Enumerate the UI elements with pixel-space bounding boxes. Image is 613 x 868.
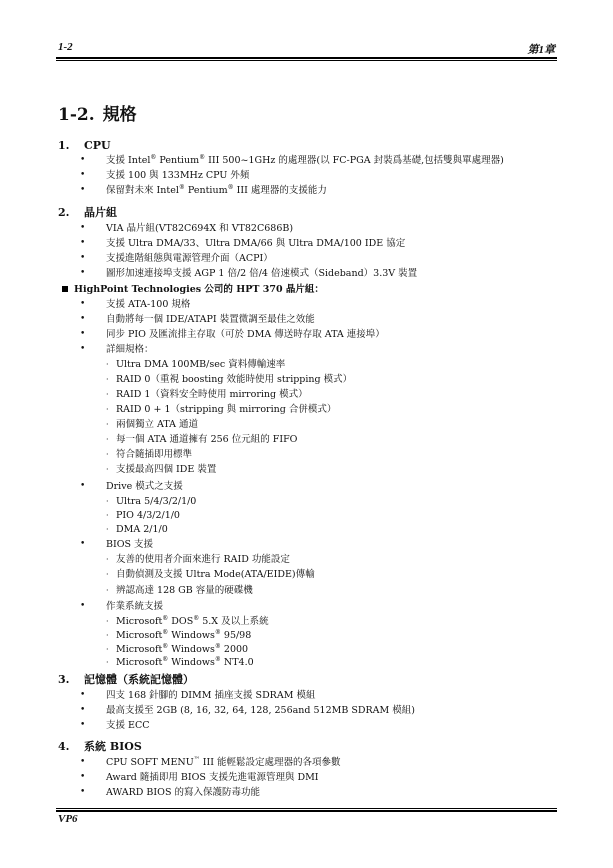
bullet-icon: •	[80, 329, 86, 339]
section-number: 3.	[58, 673, 70, 686]
bullet-icon: •	[80, 757, 86, 767]
bullet-icon: •	[80, 344, 86, 354]
footer-rule	[56, 808, 557, 812]
sub-list-item-text: RAID 0 + 1（stripping 與 mirroring 合併模式）	[116, 404, 337, 415]
section-number: 1.	[58, 139, 70, 152]
sub-list-item-text: 兩個獨立 ATA 通道	[116, 419, 199, 430]
sub-list-item-text: Ultra DMA 100MB/sec 資料傳輸速率	[116, 359, 286, 370]
square-bullet-icon	[62, 286, 68, 292]
list-item-text: Drive 模式之支援	[106, 481, 183, 492]
list-item-text: 同步 PIO 及匯流排主存取（可於 DMA 傳送時存取 ATA 連接埠）	[106, 329, 385, 340]
bullet-icon: •	[80, 299, 86, 309]
list-item-text: 支援 Ultra DMA/33、Ultra DMA/66 與 Ultra DMA/100 IDE 協定	[106, 238, 406, 249]
list-item-text: 支援 ATA-100 規格	[106, 299, 191, 310]
running-header-chapter: 第1章	[527, 44, 555, 56]
list-item-text: 支援進階組態與電源管理介面（ACPI）	[106, 253, 273, 264]
bullet-icon: •	[80, 601, 86, 611]
sub-list-item-text: PIO 4/3/2/1/0	[116, 510, 180, 521]
sub-list-item-text: 辨認高達 128 GB 容量的硬碟機	[116, 585, 253, 596]
sub-list-item-text: DMA 2/1/0	[116, 524, 168, 535]
dot-icon: ·	[106, 511, 109, 520]
list-item-text: CPU SOFT MENU™ III 能輕鬆設定處理器的各項參數	[106, 755, 341, 768]
sub-list-item-text: RAID 0（重視 boosting 效能時使用 stripping 模式）	[116, 374, 353, 385]
dot-icon: ·	[106, 420, 109, 429]
list-item-text: 四支 168 針腳的 DIMM 插座支援 SDRAM 模組	[106, 690, 316, 701]
bullet-icon: •	[80, 170, 86, 180]
list-item-text: BIOS 支援	[106, 539, 154, 550]
bullet-icon: •	[80, 705, 86, 715]
bullet-icon: •	[80, 787, 86, 797]
sub-list-item-text: Microsoft® DOS® 5.X 及以上系統	[116, 614, 269, 627]
bullet-icon: •	[80, 223, 86, 233]
sub-list-item-text: 每一個 ATA 通道擁有 256 位元組的 FIFO	[116, 434, 298, 445]
bullet-icon: •	[80, 539, 86, 549]
section-title: 記憶體（系統記憶體）	[84, 673, 194, 686]
list-item-text: 圖形加速連接埠支援 AGP 1 倍/2 倍/4 倍速模式（Sideband）3.3V 裝置	[106, 268, 418, 279]
sub-list-item-text: Ultra 5/4/3/2/1/0	[116, 496, 197, 507]
list-item-text: 支援 Intel® Pentium® III 500~1GHz 的處理器(以 FC-PGA 封裝爲基礎,包括雙與單處理器)	[106, 153, 504, 166]
dot-icon: ·	[106, 658, 109, 667]
bullet-icon: •	[80, 253, 86, 263]
dot-icon: ·	[106, 435, 109, 444]
section-title: 系統 BIOS	[84, 740, 142, 753]
list-item-text: 最高支援至 2GB (8, 16, 32, 64, 128, 256and 512MB SDRAM 模組)	[106, 705, 415, 716]
list-item-text: 自動將每一個 IDE/ATAPI 裝置微調至最佳之效能	[106, 314, 315, 325]
list-item-text: AWARD BIOS 的寫入保護防毒功能	[106, 787, 260, 798]
dot-icon: ·	[106, 586, 109, 595]
sub-list-item-text: RAID 1（資料安全時使用 mirroring 模式）	[116, 389, 308, 400]
list-item-text: VIA 晶片組(VT82C694X 和 VT82C686B)	[106, 223, 294, 234]
dot-icon: ·	[106, 465, 109, 474]
dot-icon: ·	[106, 375, 109, 384]
dot-icon: ·	[106, 390, 109, 399]
bullet-icon: •	[80, 314, 86, 324]
bullet-icon: •	[80, 268, 86, 278]
list-item-text: Award 隨插即用 BIOS 支援先進電源管理與 DMI	[106, 772, 319, 783]
dot-icon: ·	[106, 570, 109, 579]
section-title: 晶片組	[84, 206, 117, 219]
sub-list-item-text: 友善的使用者介面來進行 RAID 功能設定	[116, 554, 290, 565]
sub-list-item-text: Microsoft® Windows® NT4.0	[116, 655, 254, 668]
dot-icon: ·	[106, 405, 109, 414]
hpt-heading-text: HighPoint Technologies 公司的 HPT 370 晶片組：	[74, 284, 324, 295]
bullet-icon: •	[80, 772, 86, 782]
dot-icon: ·	[106, 497, 109, 506]
section-number: 2.	[58, 206, 70, 219]
page-title	[58, 100, 137, 125]
dot-icon: ·	[106, 631, 109, 640]
page-title-number: 1-2.	[58, 105, 95, 125]
list-item-text: 作業系統支援	[106, 601, 164, 612]
dot-icon: ·	[106, 645, 109, 654]
dot-icon: ·	[106, 617, 109, 626]
dot-icon: ·	[106, 360, 109, 369]
bullet-icon: •	[80, 155, 86, 165]
sub-list-item-text: 支援最高四個 IDE 裝置	[116, 464, 217, 475]
section-number: 4.	[58, 740, 70, 753]
dot-icon: ·	[106, 450, 109, 459]
sub-list-item-text: Microsoft® Windows® 95/98	[116, 628, 252, 641]
bullet-icon: •	[80, 185, 86, 195]
bullet-icon: •	[80, 481, 86, 491]
header-rule	[56, 57, 557, 61]
sub-list-item-text: 自動偵測及支援 Ultra Mode(ATA/EIDE)傳輸	[116, 569, 315, 580]
list-item-text: 支援 ECC	[106, 720, 150, 731]
running-footer-model: VP6	[58, 813, 78, 825]
section-title: CPU	[84, 139, 111, 152]
list-item-text: 保留對未來 Intel® Pentium® III 處理器的支援能力	[106, 183, 327, 196]
running-header-section: 1-2	[58, 41, 73, 53]
list-item-text: 詳細規格：	[106, 344, 154, 355]
bullet-icon: •	[80, 720, 86, 730]
sub-list-item-text: Microsoft® Windows® 2000	[116, 642, 249, 655]
list-item-text: 支援 100 與 133MHz CPU 外頻	[106, 170, 250, 181]
bullet-icon: •	[80, 238, 86, 248]
page-title-text: 規格	[102, 105, 137, 125]
bullet-icon: •	[80, 690, 86, 700]
dot-icon: ·	[106, 525, 109, 534]
sub-list-item-text: 符合隨插即用標準	[116, 449, 193, 460]
dot-icon: ·	[106, 555, 109, 564]
